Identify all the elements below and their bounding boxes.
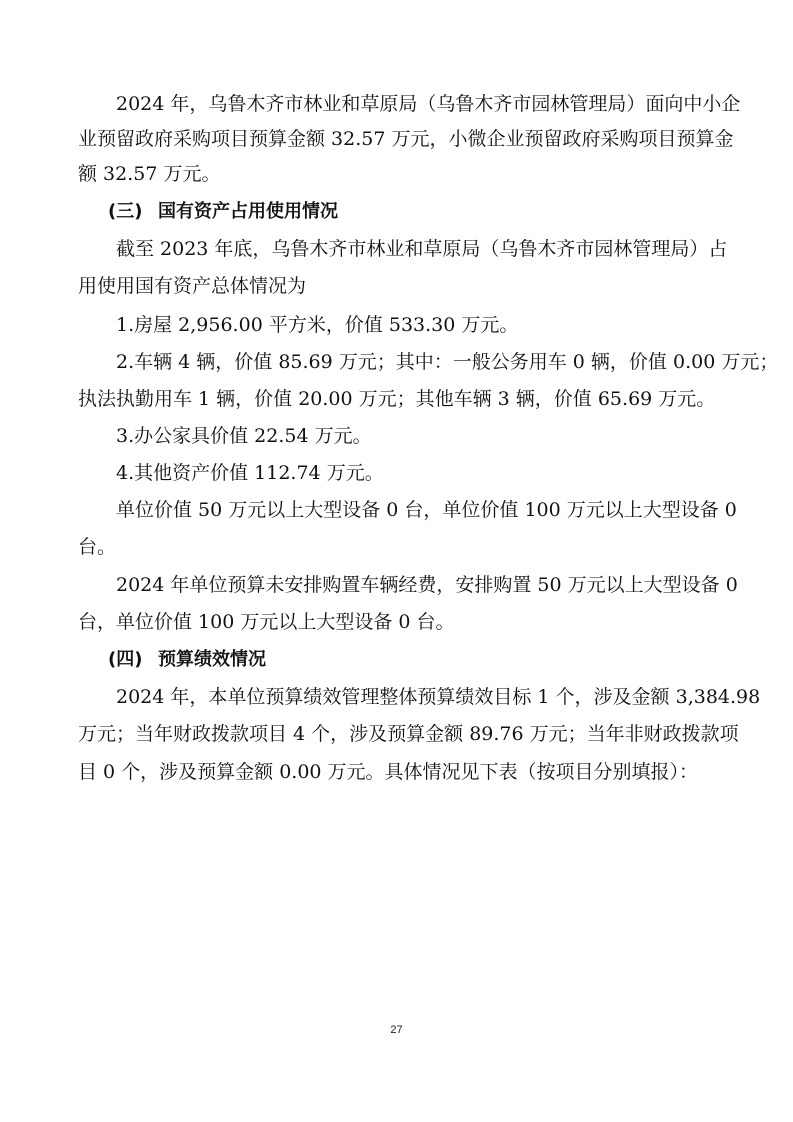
section-title: 国有资产占用使用情况 <box>158 201 338 222</box>
paragraph-line: 2.车辆 4 辆，价值 85.69 万元；其中：一般公务用车 0 辆，价值 0.00 万元； <box>116 351 779 373</box>
paragraph-line: 目 0 个，涉及预算金额 0.00 万元。具体情况见下表（按项目分别填报）： <box>78 761 699 783</box>
paragraph-line: 台。 <box>78 536 117 558</box>
paragraph-line: 4.其他资产价值 112.74 万元。 <box>116 462 384 484</box>
section-title: 预算绩效情况 <box>158 649 266 670</box>
paragraph-line: 2024 年，本单位预算绩效管理整体预算绩效目标 1 个，涉及金额 3,384.98 <box>116 686 761 708</box>
paragraph-line: 截至 2023 年底，乌鲁木齐市林业和草原局（乌鲁木齐市园林管理局）占 <box>116 238 728 260</box>
paragraph-line: 单位价值 50 万元以上大型设备 0 台，单位价值 100 万元以上大型设备 0 <box>116 499 737 521</box>
section-number: (三) <box>108 201 143 222</box>
paragraph-line: 2024 年，乌鲁木齐市林业和草原局（乌鲁木齐市园林管理局）面向中小企 <box>116 93 741 115</box>
paragraph-line: 额 32.57 万元。 <box>78 163 221 185</box>
paragraph-line: 执法执勤用车 1 辆，价值 20.00 万元；其他车辆 3 辆，价值 65.69 万元。 <box>78 388 716 410</box>
paragraph-line: 1.房屋 2,956.00 平方米，价值 533.30 万元。 <box>116 314 519 336</box>
paragraph-line: 业预留政府采购项目预算金额 32.57 万元，小微企业预留政府采购项目预算金 <box>78 128 734 150</box>
section-number: (四) <box>108 649 143 670</box>
section-heading <box>78 194 705 230</box>
paragraph-line: 2024 年单位预算未安排购置车辆经费，安排购置 50 万元以上大型设备 0 <box>116 574 738 596</box>
paragraph-line: 3.办公家具价值 22.54 万元。 <box>116 425 372 447</box>
section-heading <box>78 642 705 678</box>
paragraph-line: 台，单位价值 100 万元以上大型设备 0 台。 <box>78 611 455 633</box>
paragraph-line: 万元；当年财政拨款项目 4 个，涉及预算金额 89.76 万元；当年非财政拨款项 <box>78 723 739 745</box>
paragraph-line: 用使用国有资产总体情况为 <box>78 275 307 297</box>
page-number: 27 <box>390 1024 403 1036</box>
